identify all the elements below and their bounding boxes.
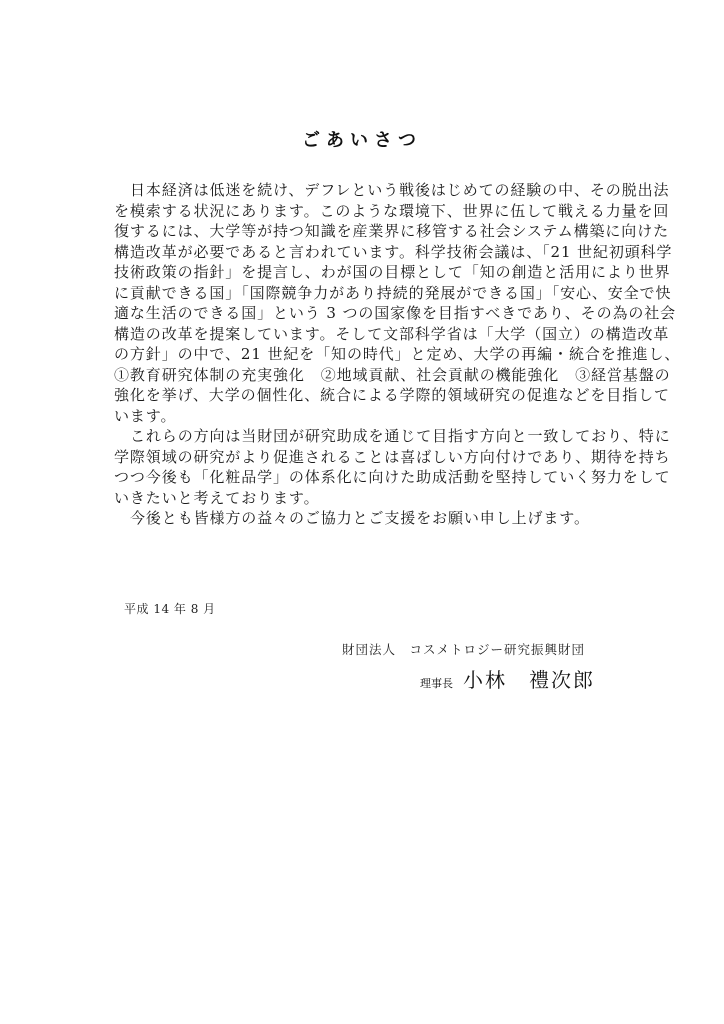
body-line: 日本経済は低迷を続け、デフレという戦後はじめての経験の中、その脱出法 — [130, 181, 670, 199]
body-line: いきたいと考えております。 — [114, 488, 320, 507]
greeting-body — [114, 180, 681, 529]
body-line: 学際領域の研究がより促進されることは喜ばしい方向付けであり、期待を持ち — [114, 447, 671, 466]
body-line: 構造改革が必要であると言われています。科学技術会議は、「21 世紀初頭科学 — [114, 242, 673, 261]
body-line: 強化を挙げ、大学の個性化、統合による学際的領域研究の促進などを目指して — [114, 386, 670, 404]
date: 平成 14 年 8 月 — [124, 602, 216, 616]
body-line: の方針」の中で、21 世紀を「知の時代」と定め、大学の再編・統合を推進し、 — [114, 345, 681, 363]
body-line: 復するには、大学等が持つ知識を産業界に移管する社会システム構築に向けた — [114, 222, 670, 240]
body-line: つつ今後も「化粧品学」の体系化に向けた助成活動を堅持していく努力をして — [114, 468, 671, 486]
body-line: います。 — [114, 406, 177, 425]
body-line: 今後とも皆様方の益々のご協力とご支援をお願い申し上げます。 — [130, 509, 590, 527]
body-line: 技術政策の指針」を提言し、わが国の目標として「知の創造と活用により世界 — [114, 263, 671, 281]
body-line: に貢献できる国」「国際競争力があり持続的発展ができる国」「安心、安全で快 — [114, 283, 672, 302]
signatory-name: 小林 禮次郎 — [463, 668, 595, 692]
signatory-role: 理事長 — [420, 677, 453, 690]
organization-name: 財団法人 コスメトロジー研究振興財団 — [342, 642, 586, 657]
body-line: 適な生活のできる国」という 3 つの国家像を目指すべきであり、その為の社会 — [114, 304, 677, 322]
signature — [420, 664, 595, 693]
body-line: これらの方向は当財団が研究助成を通じて目指す方向と一致しており、特に — [130, 427, 671, 445]
body-line: を模索する状況にあります。このような環境下、世界に伍して戦える力量を回 — [114, 201, 670, 220]
body-line: ①教育研究体制の充実強化 ②地域貢献、社会貢献の機能強化 ③経営基盤の — [114, 365, 671, 384]
body-line: 構造の改革を提案しています。そして文部科学省は「大学（国立）の構造改革 — [114, 324, 670, 343]
page-title: ごあいさつ — [302, 130, 422, 151]
